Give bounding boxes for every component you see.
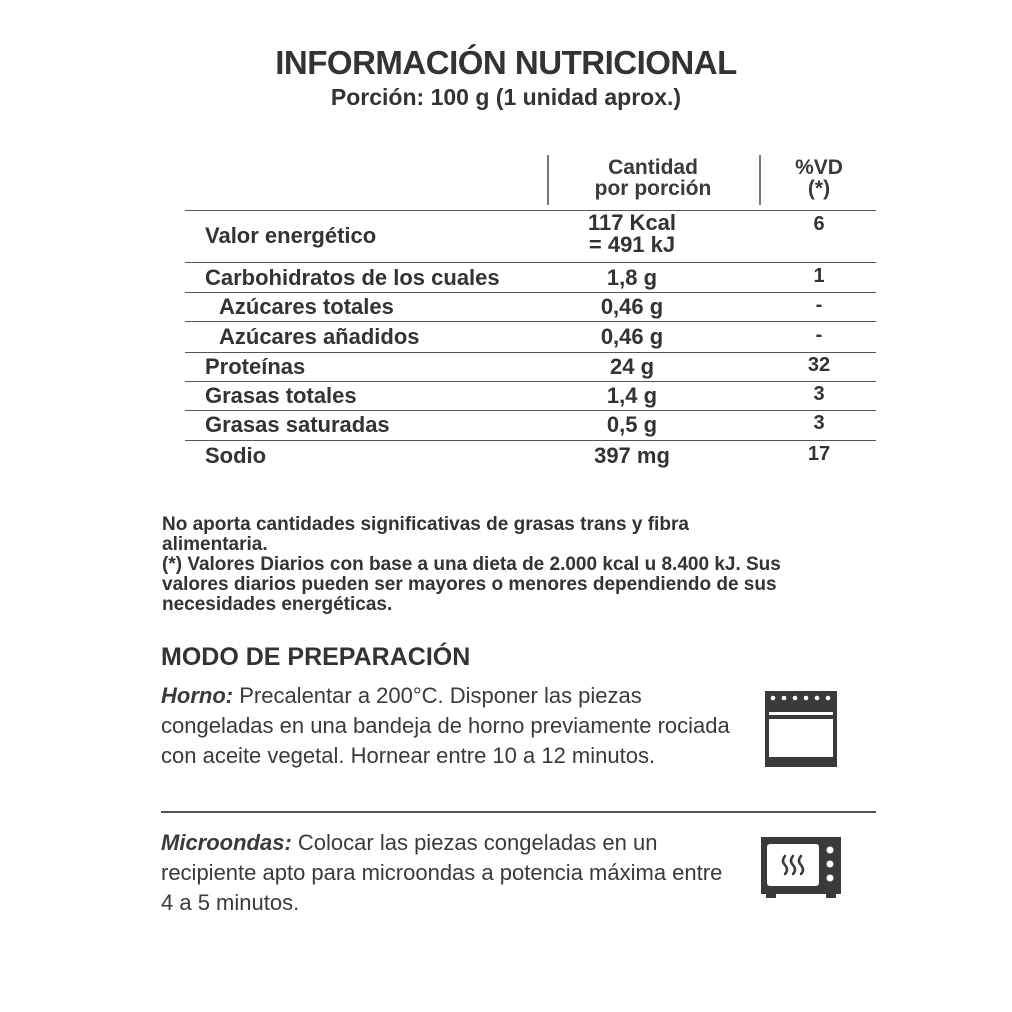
nutrient-vd: 3: [813, 412, 825, 434]
nutrient-amount: 397 mg: [594, 443, 670, 468]
oven-knob: [815, 696, 820, 701]
microwave-text: Colocar las piezas congeladas en un recipiente apto para microondas a potencia máxima entre 4 a 5 minutos.: [161, 830, 723, 915]
section-divider: [161, 811, 876, 813]
microwave-label: Microondas:: [161, 830, 292, 855]
vd-header-line1: %VD: [795, 156, 843, 179]
nutrient-vd: 1: [813, 265, 825, 287]
oven-instructions: [161, 681, 731, 771]
nutrient-amount: [547, 212, 717, 256]
table-row: [185, 441, 876, 473]
oven-knob: [804, 696, 809, 701]
vd-header-line2: (*): [807, 177, 831, 200]
microwave-instructions: [161, 828, 731, 918]
nutrient-vd: -: [815, 324, 823, 346]
preparation-title: MODO DE PREPARACIÓN: [161, 643, 471, 671]
amount-kcal: 117 Kcal: [587, 210, 677, 235]
microwave-foot: [826, 894, 836, 898]
table-header: [185, 155, 876, 211]
nutrient-name: Valor energético: [205, 223, 377, 248]
nutrient-name: Carbohidratos de los cuales: [205, 265, 500, 290]
oven-knob: [782, 696, 787, 701]
oven-window: [769, 719, 833, 757]
nutrient-name: Grasas totales: [205, 383, 357, 408]
nutrient-amount: 24 g: [609, 354, 655, 379]
nutrient-name: Sodio: [205, 443, 267, 468]
oven-icon: [764, 690, 838, 768]
nutrient-name: Proteínas: [205, 354, 306, 379]
microwave-knob: [827, 875, 834, 882]
nutrient-amount: 1,4 g: [606, 383, 658, 408]
oven-handle: [769, 712, 833, 715]
nutrient-vd: -: [815, 294, 823, 316]
amount-header-line2: por porción: [594, 177, 712, 200]
page-title: INFORMACIÓN NUTRICIONAL: [275, 44, 737, 81]
nutrient-name: Azúcares añadidos: [219, 324, 420, 349]
nutrient-name: Grasas saturadas: [205, 412, 390, 437]
nutrition-table: [185, 155, 876, 473]
oven-knob: [793, 696, 798, 701]
vd-header: [759, 157, 879, 199]
nutrient-vd: 32: [807, 354, 831, 376]
amount-kj: = 491 kJ: [588, 232, 676, 257]
oven-knob: [771, 696, 776, 701]
table-row: [185, 263, 876, 293]
table-row: [185, 293, 876, 322]
microwave-knob: [827, 861, 834, 868]
table-row: [185, 322, 876, 353]
microwave-knob: [827, 847, 834, 854]
oven-text: Precalentar a 200°C. Disponer las piezas congeladas en una bandeja de horno previamente rociada con aceite vegetal. Hornear entre 10 a 12 minutos.: [161, 683, 730, 768]
microwave-foot: [766, 894, 776, 898]
microwave-icon: [760, 836, 842, 900]
nutrient-vd: 17: [807, 443, 831, 465]
nutrient-vd: 6: [813, 213, 825, 235]
nutrient-amount: 0,46 g: [600, 294, 664, 319]
serving-size: Porción: 100 g (1 unidad aprox.): [330, 84, 682, 110]
table-row: [185, 353, 876, 382]
oven-label: Horno:: [161, 683, 234, 708]
trans-fat-note: No aporta cantidades significativas de grasas trans y fibra alimentaria.: [162, 514, 689, 555]
amount-header-line1: Cantidad: [608, 156, 698, 179]
table-row: [185, 382, 876, 411]
daily-values-note: (*) Valores Diarios con base a una dieta de 2.000 kcal u 8.400 kJ. Sus valores diarios pueden ser mayores o menores dependiendo de sus necesidades energéticas.: [162, 554, 781, 615]
nutrient-name: Azúcares totales: [219, 294, 394, 319]
oven-knob: [826, 696, 831, 701]
table-row: [185, 211, 876, 263]
table-row: [185, 411, 876, 441]
nutrient-amount: 0,5 g: [606, 412, 658, 437]
amount-header: [547, 157, 759, 199]
nutrient-amount: 1,8 g: [606, 265, 658, 290]
nutrient-amount: 0,46 g: [600, 324, 664, 349]
nutrient-vd: 3: [813, 383, 825, 405]
nutrition-notes: [162, 515, 782, 615]
